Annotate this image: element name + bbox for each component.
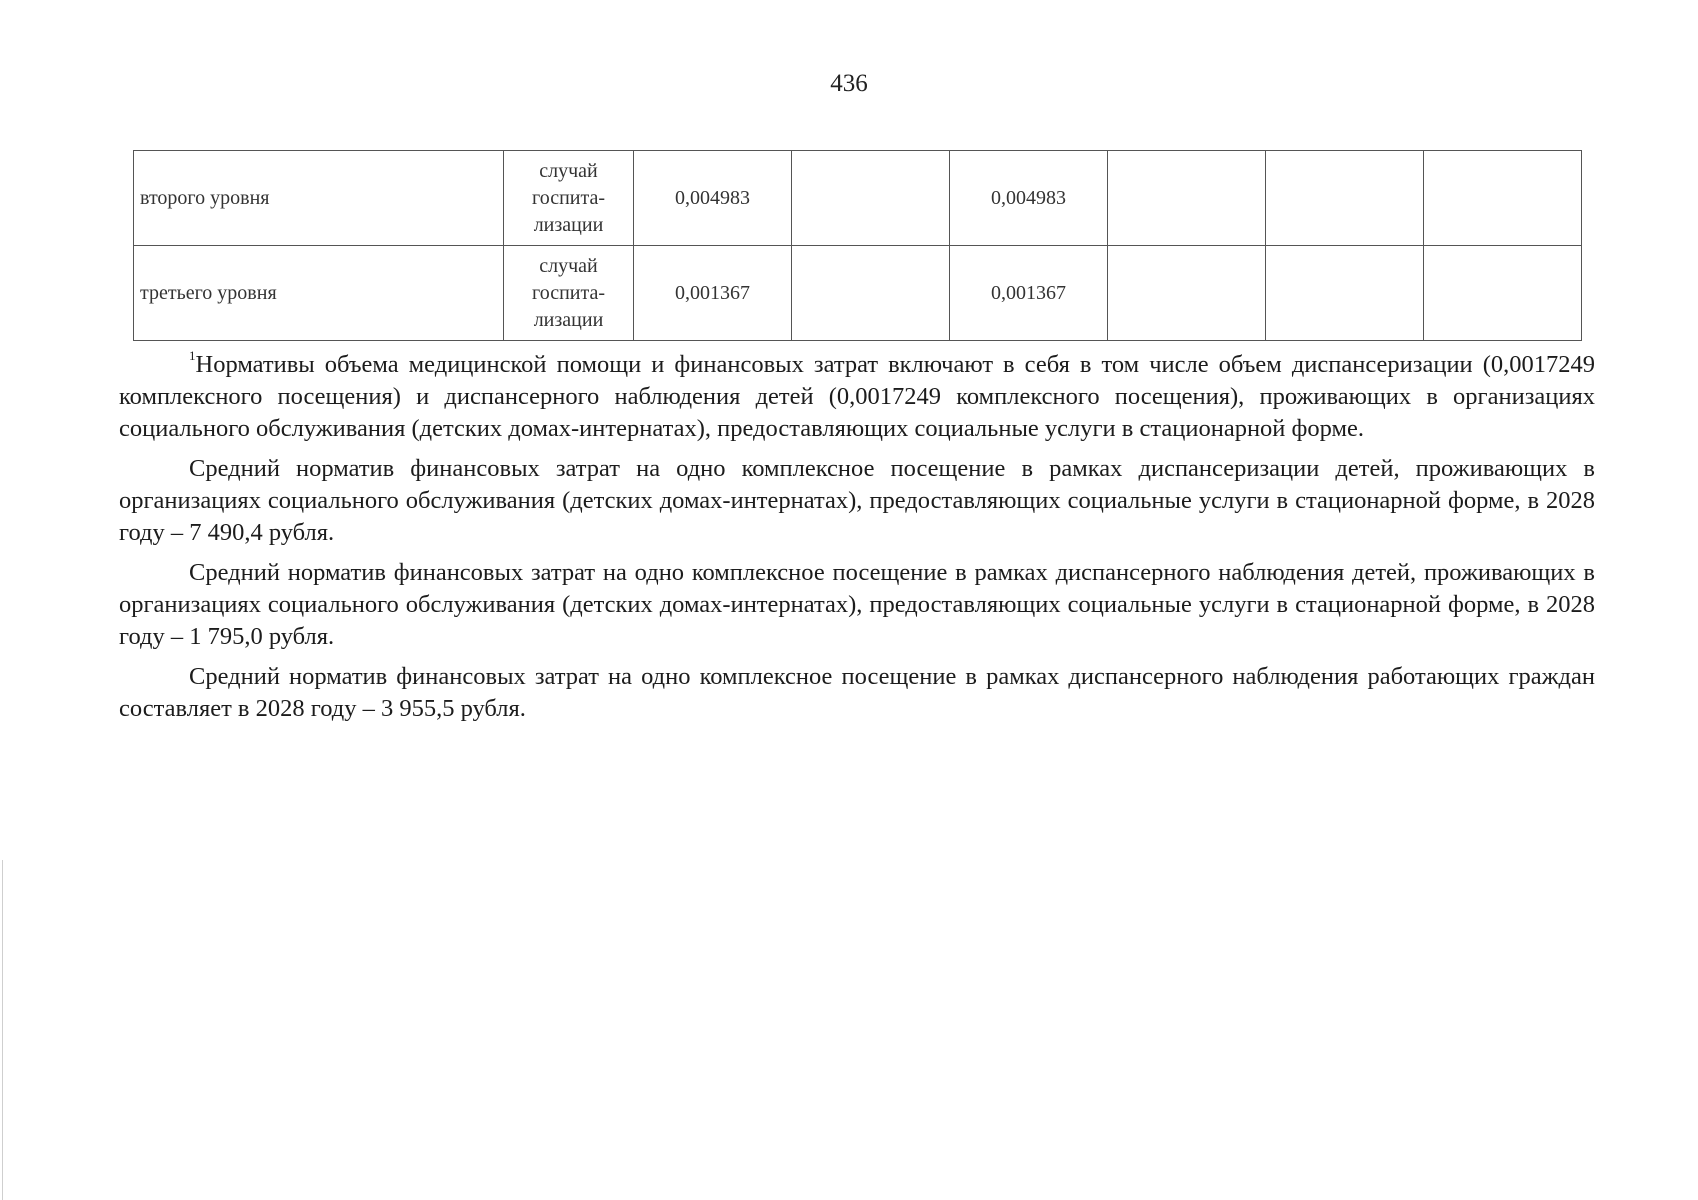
footnote-text: Нормативы объема медицинской помощи и финансовых затрат включают в себя в том числе объем диспансеризации (0,0017249 комплексного посещения) и диспансерного наблюдения детей (0,0017249 комплексного посещения), проживающих в организациях социального обслуживания (детских домах-интернатах), предоставляющих социальные услуги в стационарной форме. bbox=[119, 351, 1595, 442]
value-cell bbox=[1266, 151, 1424, 246]
unit-line: госпита- bbox=[531, 186, 605, 209]
page-number: 436 bbox=[830, 70, 868, 97]
row-name-cell: третьего уровня bbox=[134, 246, 504, 341]
value-cell bbox=[1108, 246, 1266, 341]
value-cell: 0,001367 bbox=[634, 246, 792, 341]
table-row bbox=[134, 246, 1582, 341]
unit-line: госпита- bbox=[531, 281, 605, 304]
table-row bbox=[134, 151, 1582, 246]
footnote-marker: 1 bbox=[189, 348, 196, 363]
value-cell bbox=[792, 151, 950, 246]
row-name-cell: второго уровня bbox=[134, 151, 504, 246]
value-cell bbox=[1108, 151, 1266, 246]
value-cell bbox=[1266, 246, 1424, 341]
unit-cell bbox=[504, 246, 634, 341]
norm-paragraph: Средний норматив финансовых затрат на одно комплексное посещение в рамках диспансеризации детей, проживающих в организациях социального обслуживания (детских домах-интернатах), предоставляющих социальные услуги в стационарной форме, в 2028 году – 7 490,4 рубля. bbox=[119, 455, 1595, 546]
norm-paragraph: Средний норматив финансовых затрат на одно комплексное посещение в рамках диспансерного наблюдения работающих граждан составляет в 2028 году – 3 955,5 рубля. bbox=[119, 663, 1595, 722]
data-table bbox=[133, 150, 1582, 341]
unit-line: случай bbox=[539, 254, 598, 277]
value-cell: 0,001367 bbox=[950, 246, 1108, 341]
value-cell bbox=[792, 246, 950, 341]
value-cell bbox=[1424, 246, 1582, 341]
unit-line: лизации bbox=[533, 308, 604, 331]
value-cell: 0,004983 bbox=[950, 151, 1108, 246]
value-cell bbox=[1424, 151, 1582, 246]
footnote-block bbox=[119, 349, 1595, 733]
unit-line: случай bbox=[539, 159, 598, 182]
value-cell: 0,004983 bbox=[634, 151, 792, 246]
unit-line: лизации bbox=[533, 213, 604, 236]
norm-paragraph: Средний норматив финансовых затрат на одно комплексное посещение в рамках диспансерного наблюдения детей, проживающих в организациях социального обслуживания (детских домах-интернатах), предоставляющих социальные услуги в стационарной форме, в 2028 году – 1 795,0 рубля. bbox=[119, 559, 1595, 650]
footnote-paragraph bbox=[119, 349, 1595, 445]
scan-edge-line bbox=[2, 860, 3, 1200]
unit-cell bbox=[504, 151, 634, 246]
